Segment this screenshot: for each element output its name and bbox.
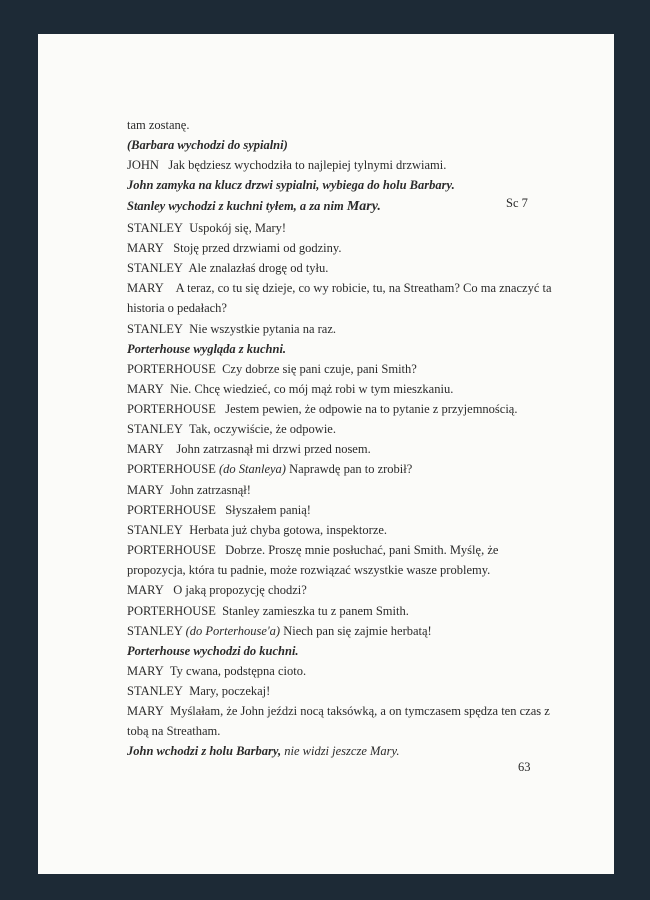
dialogue-line — [127, 381, 453, 397]
script-page — [38, 34, 614, 874]
dialogue-text: Stanley zamieszka tu z panem Smith. — [222, 604, 409, 618]
dialogue-line — [127, 582, 307, 598]
dialogue-line — [127, 502, 311, 518]
dialogue-text: Stoję przed drzwiami od godziny. — [173, 241, 342, 255]
speaker-name: MARY — [127, 483, 164, 497]
dialogue-text: Słyszałem panią! — [225, 503, 311, 517]
speaker-name: PORTERHOUSE — [127, 402, 216, 416]
dialogue-line — [127, 623, 432, 639]
stage-direction: Porterhouse wygląda z kuchni. — [127, 342, 287, 356]
text-line: tam zostanę. — [127, 118, 190, 132]
dialogue-text: John zatrzasnął! — [170, 483, 251, 497]
text-line: historia o pedałach? — [127, 301, 227, 315]
dialogue-line — [127, 603, 409, 619]
dialogue-line — [127, 220, 286, 236]
stage-direction: Porterhouse wychodzi do kuchni. — [127, 644, 299, 658]
page-number: 63 — [518, 760, 531, 774]
speaker-name: STANLEY — [127, 684, 183, 698]
dialogue-text: Czy dobrze się pani czuje, pani Smith? — [222, 362, 417, 376]
dialogue-text: A teraz, co tu się dzieje, co wy robicie, tu, na Streatham? Co ma znaczyć ta — [175, 281, 552, 295]
dialogue-text: Nie wszystkie pytania na raz. — [189, 322, 337, 336]
stage-direction-inline: (do Stanleya) — [218, 462, 286, 476]
stage-direction: (Barbara wychodzi do sypialni) — [127, 138, 288, 152]
speaker-name: MARY — [127, 583, 164, 597]
dialogue-line — [127, 421, 336, 437]
dialogue-line — [127, 361, 417, 377]
dialogue-text: Nie. Chcę wiedzieć, co mój mąż robi w tym mieszkaniu. — [170, 382, 454, 396]
dialogue-text: O jaką propozycję chodzi? — [173, 583, 307, 597]
speaker-name: JOHN — [127, 158, 159, 172]
dialogue-line — [127, 482, 251, 498]
dialogue-line — [127, 441, 371, 457]
dialogue-text: Ty cwana, podstępna cioto. — [169, 664, 307, 678]
dialogue-line — [127, 542, 498, 558]
text-line: propozycja, która tu padnie, może rozwiązać wszystkie wasze problemy. — [127, 563, 491, 577]
stage-direction: Stanley wychodzi z kuchni tyłem, a za nim Mary. — [127, 199, 381, 214]
speaker-name: STANLEY — [127, 221, 183, 235]
speaker-name: PORTERHOUSE — [127, 503, 216, 517]
dialogue-text: Tak, oczywiście, że odpowie. — [188, 422, 336, 436]
speaker-name: PORTERHOUSE — [127, 604, 216, 618]
dialogue-text: Myślałam, że John jeździ nocą taksówką, a on tymczasem spędza ten czas z — [170, 704, 550, 718]
speaker-name: STANLEY — [127, 422, 183, 436]
text-line: tobą na Streatham. — [127, 724, 221, 738]
dialogue-line — [127, 703, 550, 719]
speaker-name: MARY — [127, 382, 164, 396]
stage-direction-inline: (do Porterhouse'a) — [185, 624, 281, 638]
speaker-name: MARY — [127, 664, 164, 678]
speaker-name: MARY — [127, 241, 164, 255]
dialogue-text: Dobrze. Proszę mnie posłuchać, pani Smith. Myślę, że — [225, 543, 499, 557]
stage-direction: John wchodzi z holu Barbary, nie widzi jeszcze Mary. — [127, 744, 400, 758]
speaker-name: MARY — [127, 442, 164, 456]
dialogue-text: Niech pan się zajmie herbatą! — [283, 624, 432, 638]
speaker-name: PORTERHOUSE — [127, 543, 216, 557]
dialogue-line — [127, 240, 341, 256]
speaker-name: MARY — [127, 704, 164, 718]
speaker-name: STANLEY — [127, 523, 183, 537]
dialogue-line — [127, 401, 517, 417]
dialogue-text: Herbata już chyba gotowa, inspektorze. — [189, 523, 388, 537]
dialogue-text: John zatrzasnął mi drzwi przed nosem. — [176, 442, 371, 456]
dialogue-text: Jestem pewien, że odpowie na to pytanie z przyjemnością. — [225, 402, 518, 416]
dialogue-text: Naprawdę pan to zrobił? — [289, 462, 413, 476]
speaker-name: STANLEY — [127, 261, 183, 275]
dialogue-line — [127, 683, 270, 699]
speaker-name: PORTERHOUSE — [127, 362, 216, 376]
dialogue-text: Ale znalazłaś drogę od tyłu. — [188, 261, 329, 275]
dialogue-line — [127, 157, 446, 173]
dialogue-line — [127, 321, 336, 337]
dialogue-text: Jak będziesz wychodziła to najlepiej tylnymi drzwiami. — [168, 158, 447, 172]
dialogue-text: Mary, poczekaj! — [189, 684, 271, 698]
dialogue-line — [127, 522, 387, 538]
dialogue-line — [127, 280, 552, 296]
speaker-name: MARY — [127, 281, 164, 295]
speaker-name: STANLEY — [127, 624, 183, 638]
speaker-name: PORTERHOUSE — [127, 462, 216, 476]
dialogue-text: Uspokój się, Mary! — [189, 221, 287, 235]
dialogue-line — [127, 663, 306, 679]
speaker-name: STANLEY — [127, 322, 183, 336]
stage-direction: John zamyka na klucz drzwi sypialni, wybiega do holu Barbary. — [127, 178, 455, 192]
dialogue-line — [127, 260, 328, 276]
scene-marker: Sc 7 — [506, 196, 528, 210]
dialogue-line — [127, 461, 412, 477]
